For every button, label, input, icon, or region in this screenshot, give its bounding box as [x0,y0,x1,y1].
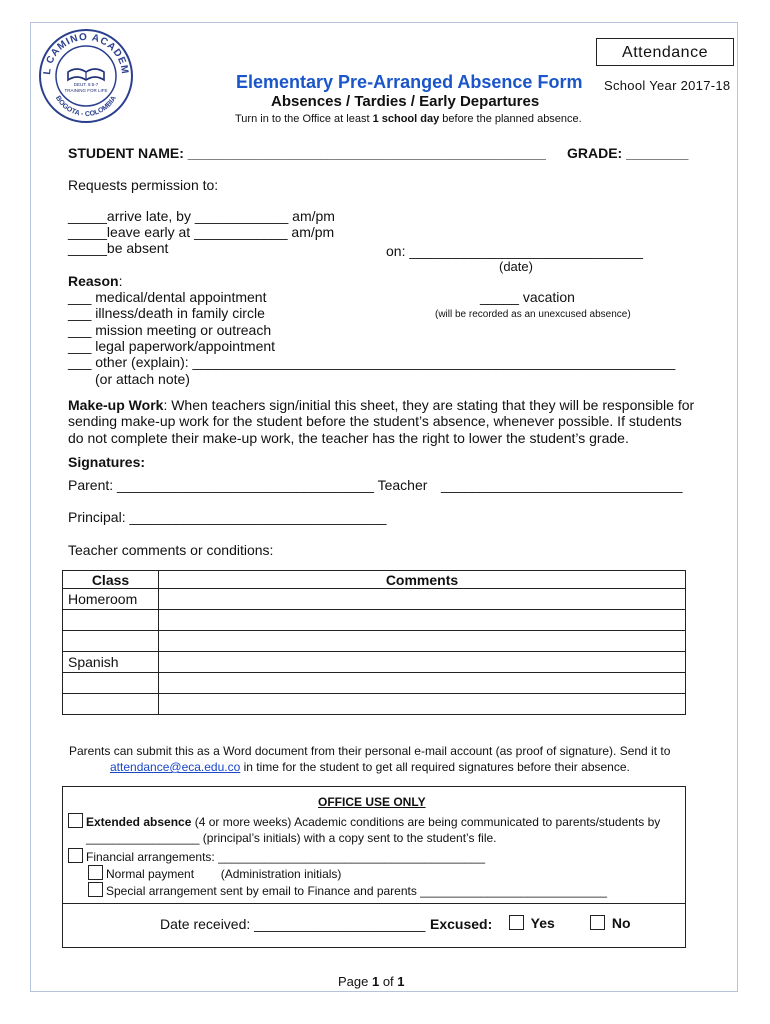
reason-heading [68,273,122,289]
comment-cell[interactable] [159,694,686,715]
comment-cell[interactable] [159,673,686,694]
svg-text:DEUT. 6:5-7: DEUT. 6:5-7 [73,82,99,87]
attach-note: (or attach note) [95,371,190,387]
office-divider [62,903,686,904]
principal-signature-field[interactable]: Principal: _________________________________ [68,509,387,525]
reason-label: Reason [68,273,119,289]
page-current: 1 [371,974,380,989]
form-subtitle: Absences / Tardies / Early Departures [271,93,540,110]
form-title: Elementary Pre-Arranged Absence Form [236,72,583,92]
excused-label: Excused: [430,916,493,932]
arrive-late-field[interactable]: _____arrive late, by ____________ am/pm [68,208,335,224]
makeup-label: Make-up Work [68,397,164,413]
extended-absence-checkbox[interactable] [68,813,83,828]
class-cell [63,631,159,652]
school-logo [38,28,134,124]
normal-payment-checkbox[interactable] [88,865,103,880]
teacher-signature-field[interactable]: _______________________________ [441,477,683,493]
note-text2: in time for the student to get all required signatures before their absence. [240,760,630,774]
special-arrangement-row [88,882,607,898]
svg-text:TRAINING FOR LIFE: TRAINING FOR LIFE [64,88,108,93]
normal-payment-row [88,865,341,881]
normal-payment-label: Normal payment (Administration initials) [106,867,342,881]
yes-checkbox[interactable] [509,915,524,930]
absence-date-field[interactable]: on: ______________________________ [386,243,643,259]
table-row [63,673,686,694]
table-row [63,694,686,715]
comment-cell[interactable] [159,610,686,631]
comments-header: Comments [159,571,686,589]
office-use-title: OFFICE USE ONLY [318,795,426,809]
class-cell [63,610,159,631]
excused-no [590,915,631,931]
instruction-post: before the planned absence. [439,113,582,125]
makeup-line2: sending make-up work for the student before the student’s absence, whenever possible. If students [68,413,682,429]
reason-mission[interactable]: ___ mission meeting or outreach [68,322,272,338]
excused-yes [509,915,555,931]
makeup-text1: : When teachers sign/initial this sheet, they are stating that they will be responsible for [163,397,695,413]
date-caption: (date) [499,259,533,274]
reason-other[interactable]: ___ other (explain): ______________________________________________________________ [68,354,676,370]
reason-medical[interactable]: ___ medical/dental appointment [68,289,267,305]
request-intro: Requests permission to: [68,177,219,193]
submission-note-line2 [110,760,630,774]
extended-line2: _________________ (principal’s initials) with a copy sent to the student’s file. [86,831,497,845]
leave-early-field[interactable]: _____leave early at ____________ am/pm [68,224,335,240]
signatures-heading: Signatures: [68,454,146,470]
financial-label: Financial arrangements: ________________________________________ [86,850,486,864]
extended-label: Extended absence [86,815,192,829]
svg-text:EL CAMINO ACADEMY: L CAMINO ACADEM [41,31,131,76]
class-cell [63,694,159,715]
financial-row [68,848,485,864]
special-arrangement-checkbox[interactable] [88,882,103,897]
comment-cell[interactable] [159,589,686,610]
extended-text: (4 or more weeks) Academic conditions are being communicated to parents/students by [191,815,661,829]
submission-note-line1: Parents can submit this as a Word document from their personal e-mail account (as proof of signature). Send it to [69,744,671,758]
comments-table [62,570,686,715]
page-pre: Page [338,974,372,989]
special-arrangement-label: Special arrangement sent by email to Finance and parents ____________________________ [106,884,608,898]
class-cell [63,673,159,694]
table-row [63,589,686,610]
page-total: 1 [397,974,405,989]
no-checkbox[interactable] [590,915,605,930]
class-cell: Spanish [63,652,159,673]
class-cell: Homeroom [63,589,159,610]
student-name-field[interactable]: STUDENT NAME: ______________________________________________ [68,145,546,161]
instruction-text [235,113,582,125]
no-label: No [611,915,631,931]
table-row [63,610,686,631]
reason-legal[interactable]: ___ legal paperwork/appointment [68,338,276,354]
instruction-pre: Turn in to the Office at least [235,113,373,125]
table-row [63,652,686,673]
grade-field[interactable]: GRADE: ________ [567,145,689,161]
parent-signature-field[interactable]: Parent: _________________________________ Teacher [68,477,428,493]
reason-illness[interactable]: ___ illness/death in family circle [68,305,265,321]
page-number [338,974,405,989]
school-year: School Year 2017-18 [604,78,731,93]
vacation-note: (will be recorded as an unexcused absence) [435,309,631,320]
table-row [63,631,686,652]
comment-cell[interactable] [159,652,686,673]
page-mid: of [379,974,398,989]
comment-cell[interactable] [159,631,686,652]
makeup-line1 [68,397,694,413]
svg-text:BOGOTA - COLOMBIA: BOGOTA - COLOMBIA [53,94,119,119]
extended-absence-row [68,813,660,829]
be-absent-field[interactable]: _____be absent [68,240,169,256]
email-link[interactable]: attendance@eca.edu.co [110,760,241,774]
financial-checkbox[interactable] [68,848,83,863]
attendance-label: Attendance [596,38,734,66]
instruction-bold: 1 school day [372,113,440,125]
class-header: Class [63,571,159,589]
reason-colon: : [118,273,123,289]
makeup-line3: do not complete their make-up work, the teacher has the right to lower the student’s grade. [68,430,629,446]
date-received-field[interactable]: Date received: ______________________ [160,916,426,932]
comments-intro: Teacher comments or conditions: [68,542,274,558]
yes-label: Yes [530,915,555,931]
reason-vacation[interactable]: _____ vacation [480,289,575,305]
